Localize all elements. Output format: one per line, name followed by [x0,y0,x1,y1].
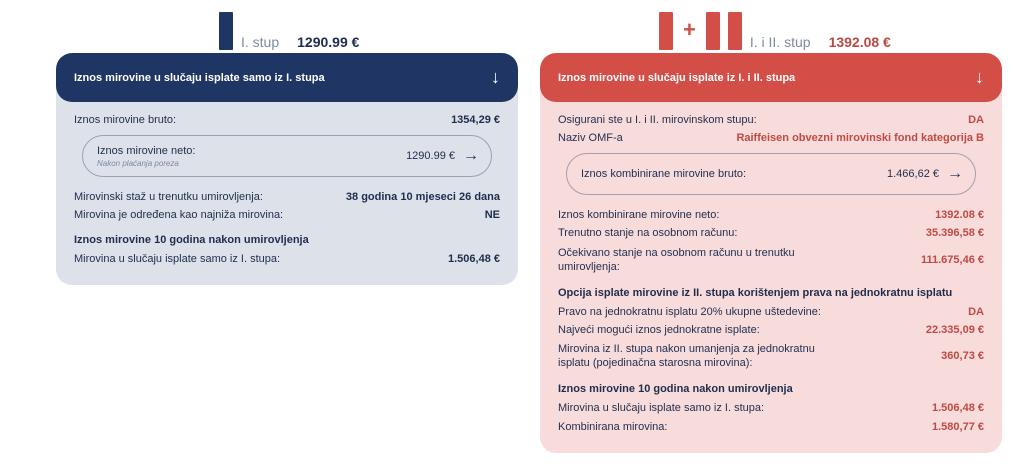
option-value: DA [968,306,984,318]
pillar-one-card [56,53,518,285]
pillar-one-amount: 1290.99 € [297,34,360,50]
section-title: Iznos mirovine 10 godina nakon umirovljenja [558,383,793,395]
after10-label: Mirovina u slučaju isplate samo iz I. stupa: [558,402,765,414]
after10-label: Kombinirana mirovina: [558,421,668,433]
bruto-value: 1354,29 € [451,114,500,126]
pillar-two-heading [659,10,891,50]
plus-icon: + [683,17,696,42]
detail-value: 38 godina 10 mjeseci 26 dana [345,191,500,203]
option-label: Pravo na jednokratnu isplatu 20% ukupne uštedevine: [558,306,821,318]
detail-label: Trenutno stanje na osobnom računu: [558,227,738,239]
after10-value: 1.580,77 € [932,421,984,433]
arrow-down-icon[interactable]: ↓ [491,67,500,87]
detail-label: Iznos kombinirane mirovine neto: [558,209,720,221]
pillar-one-card-header[interactable] [56,53,518,102]
detail-label: Očekivano stanje na osobnom računu u trenutku umirovljenja: [558,247,795,273]
detail-label: Osigurani ste u I. i II. mirovinskom stupu: [558,114,757,126]
pillar-two-card-header[interactable] [540,53,1002,102]
pillar-one-label: I. stup [241,34,280,50]
detail-row [558,246,984,274]
pillar-bar-icon [659,12,673,50]
option-row [558,323,984,337]
detail-row [558,208,984,222]
pillar-two-card [540,53,1002,453]
bruto-row [74,113,500,127]
after10-row [74,252,500,266]
combined-bruto-label: Iznos kombinirane mirovine bruto: [581,168,747,180]
pillar-two-amount: 1392.08 € [828,34,891,50]
pillar-two-label: I. i II. stup [749,34,811,50]
option-label: Najveći mogući iznos jednokratne isplate: [558,324,760,336]
detail-row [558,113,984,127]
detail-row [558,226,984,240]
pillar-bar-icon [706,12,720,50]
card-header-title: Iznos mirovine u slučaju isplate iz I. i II. stupa [558,71,796,84]
neto-value: 1290.99 € [406,150,455,162]
detail-value: 111.675,46 € [920,254,984,266]
neto-pill-button[interactable] [82,135,492,177]
neto-label: Iznos mirovine neto: [97,144,196,157]
arrow-down-icon[interactable]: ↓ [975,67,984,87]
detail-row [74,190,500,204]
arrow-right-icon: → [463,147,479,164]
option-label: Mirovina iz II. stupa nakon umanjenja za jednokratnu isplatu (pojedinačna starosna mirovina): [558,343,815,369]
after10-label: Mirovina u slučaju isplate samo iz I. stupa: [74,253,281,265]
option-title: Opcija isplate mirovine iz II. stupa korištenjem prava na jednokratnu isplatu [558,287,953,299]
omf-row [558,131,984,145]
after10-row [558,420,984,434]
option-value: 22.335,09 € [925,324,984,336]
bruto-label: Iznos mirovine bruto: [74,114,177,126]
detail-label: Mirovina je određena kao najniža mirovina: [74,209,284,221]
detail-label: Mirovinski staž u trenutku umirovljenja: [74,191,263,203]
detail-value: 1392.08 € [935,209,984,221]
option-value: 360,73 € [941,350,984,362]
after10-row [558,401,984,415]
neto-sublabel: Nakon plaćanja poreza [97,158,179,168]
detail-row [74,208,500,222]
detail-value: DA [968,114,984,126]
section-title: Iznos mirovine 10 godina nakon umirovljenja [74,234,309,246]
option-row [558,342,984,370]
pillar-one-heading [219,10,359,50]
combined-bruto-value: 1.466,62 € [887,168,939,180]
omf-value: Raiffeisen obvezni mirovinski fond kategorija B [736,132,984,144]
omf-label: Naziv OMF-a [558,132,623,144]
detail-value: 35.396,58 € [925,227,984,239]
after10-value: 1.506,48 € [448,253,500,265]
pillar-bar-icon [219,12,233,50]
after10-value: 1.506,48 € [932,402,984,414]
arrow-right-icon: → [947,165,963,182]
pillar-bar-icon [728,12,742,50]
combined-bruto-pill-button[interactable] [566,153,976,195]
option-row [558,305,984,319]
detail-value: NE [484,209,500,221]
card-header-title: Iznos mirovine u slučaju isplate samo iz I. stupa [74,71,325,84]
